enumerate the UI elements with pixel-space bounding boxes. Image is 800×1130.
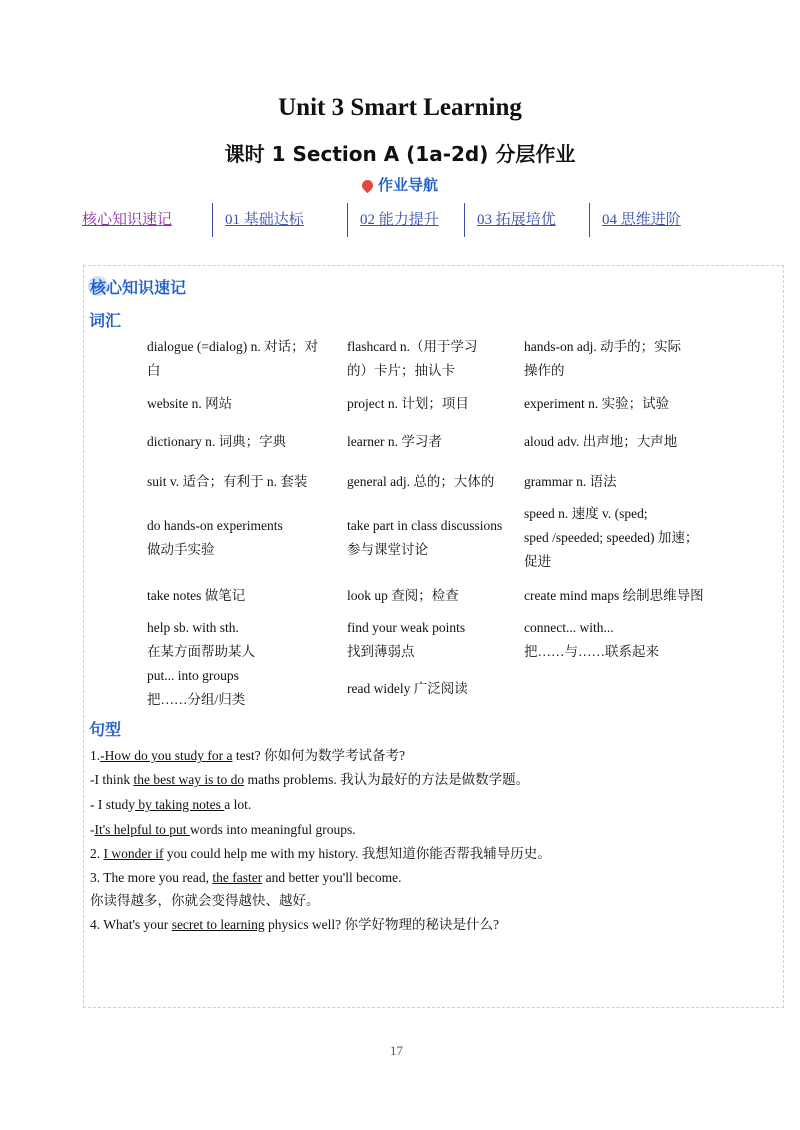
vocab-heading: 词汇 (89, 311, 122, 330)
vocab-item: suit v. 适合；有利于 n. 套装 (147, 474, 308, 489)
vocab-item: put... into groups 把……分组/归类 (147, 668, 246, 707)
nav-link-ability[interactable]: 02 能力提升 (348, 203, 465, 237)
vocab-item: project n. 计划；项目 (347, 396, 469, 411)
vocab-item: learner n. 学习者 (347, 434, 442, 449)
vocab-item: website n. 网站 (147, 396, 233, 411)
vocab-item: create mind maps 绘制思维导图 (524, 588, 704, 603)
vocab-item: dialogue (=dialog) n. 对话；对 白 (147, 339, 319, 378)
location-pin-icon (360, 178, 376, 194)
sentence-heading: 句型 (89, 720, 122, 739)
vocab-item: dictionary n. 词典；字典 (147, 434, 287, 449)
assignment-nav (70, 203, 740, 237)
vocab-item: read widely 广泛阅读 (347, 681, 468, 696)
sentence-line: 3. The more you read, the faster and better you'll become. (90, 870, 402, 885)
sentence-line: 4. What's your secret to learning physics well? 你学好物理的秘诀是什么? (90, 917, 500, 932)
nav-link-extend[interactable]: 03 拓展培优 (465, 203, 590, 237)
sentence-line: - I study by taking notes a lot. (90, 797, 252, 812)
nav-link-thinking[interactable]: 04 思维进阶 (602, 212, 681, 228)
sentence-line: 1.-How do you study for a test? 你如何为数学考试备考? (90, 748, 405, 763)
vocab-item: general adj. 总的；大体的 (347, 474, 495, 489)
vocab-item: experiment n. 实验；试验 (524, 396, 670, 411)
vocab-item: help sb. with sth. 在某方面帮助某人 (147, 620, 255, 659)
vocab-item: connect... with... 把……与……联系起来 (524, 620, 659, 659)
vocab-item: look up 查阅；检查 (347, 588, 459, 603)
vocab-item: take part in class discussions 参与课堂讨论 (347, 518, 503, 557)
sentence-line: -It's helpful to put words into meaningful groups. (90, 822, 356, 837)
page-subtitle: 课时 1 Section A (1a-2d) 分层作业 (224, 142, 576, 166)
vocab-item: hands-on adj. 动手的；实际 操作的 (524, 339, 682, 378)
guide-heading: 作业导航 (0, 174, 800, 195)
sentence-line: 你读得越多，你就会变得越快、越好。 (90, 893, 320, 908)
sentence-line: -I think the best way is to do maths problems. 我认为最好的方法是做数学题。 (90, 772, 530, 787)
vocab-item: aloud adv. 出声地；大声地 (524, 434, 678, 449)
vocab-item: find your weak points 找到薄弱点 (347, 620, 466, 659)
section-title: 核心知识速记 (90, 278, 187, 297)
vocab-item: grammar n. 语法 (524, 474, 617, 489)
vocab-item: take notes 做笔记 (147, 588, 246, 603)
nav-link-basic[interactable]: 01 基础达标 (213, 203, 348, 237)
sentence-line: 2. I wonder if you could help me with my history. 我想知道你能否帮我辅导历史。 (90, 846, 551, 861)
vocab-item: flashcard n.（用于学习 的）卡片；抽认卡 (347, 339, 478, 378)
vocab-item: speed n. 速度 v. (sped; sped /speeded; speeded) 加速； 促进 (524, 506, 699, 569)
nav-link-core[interactable]: 核心知识速记 (70, 203, 213, 237)
vocab-item: do hands-on experiments 做动手实验 (147, 518, 283, 557)
page-title: Unit 3 Smart Learning (278, 94, 522, 121)
page-number: 17 (390, 1043, 403, 1058)
